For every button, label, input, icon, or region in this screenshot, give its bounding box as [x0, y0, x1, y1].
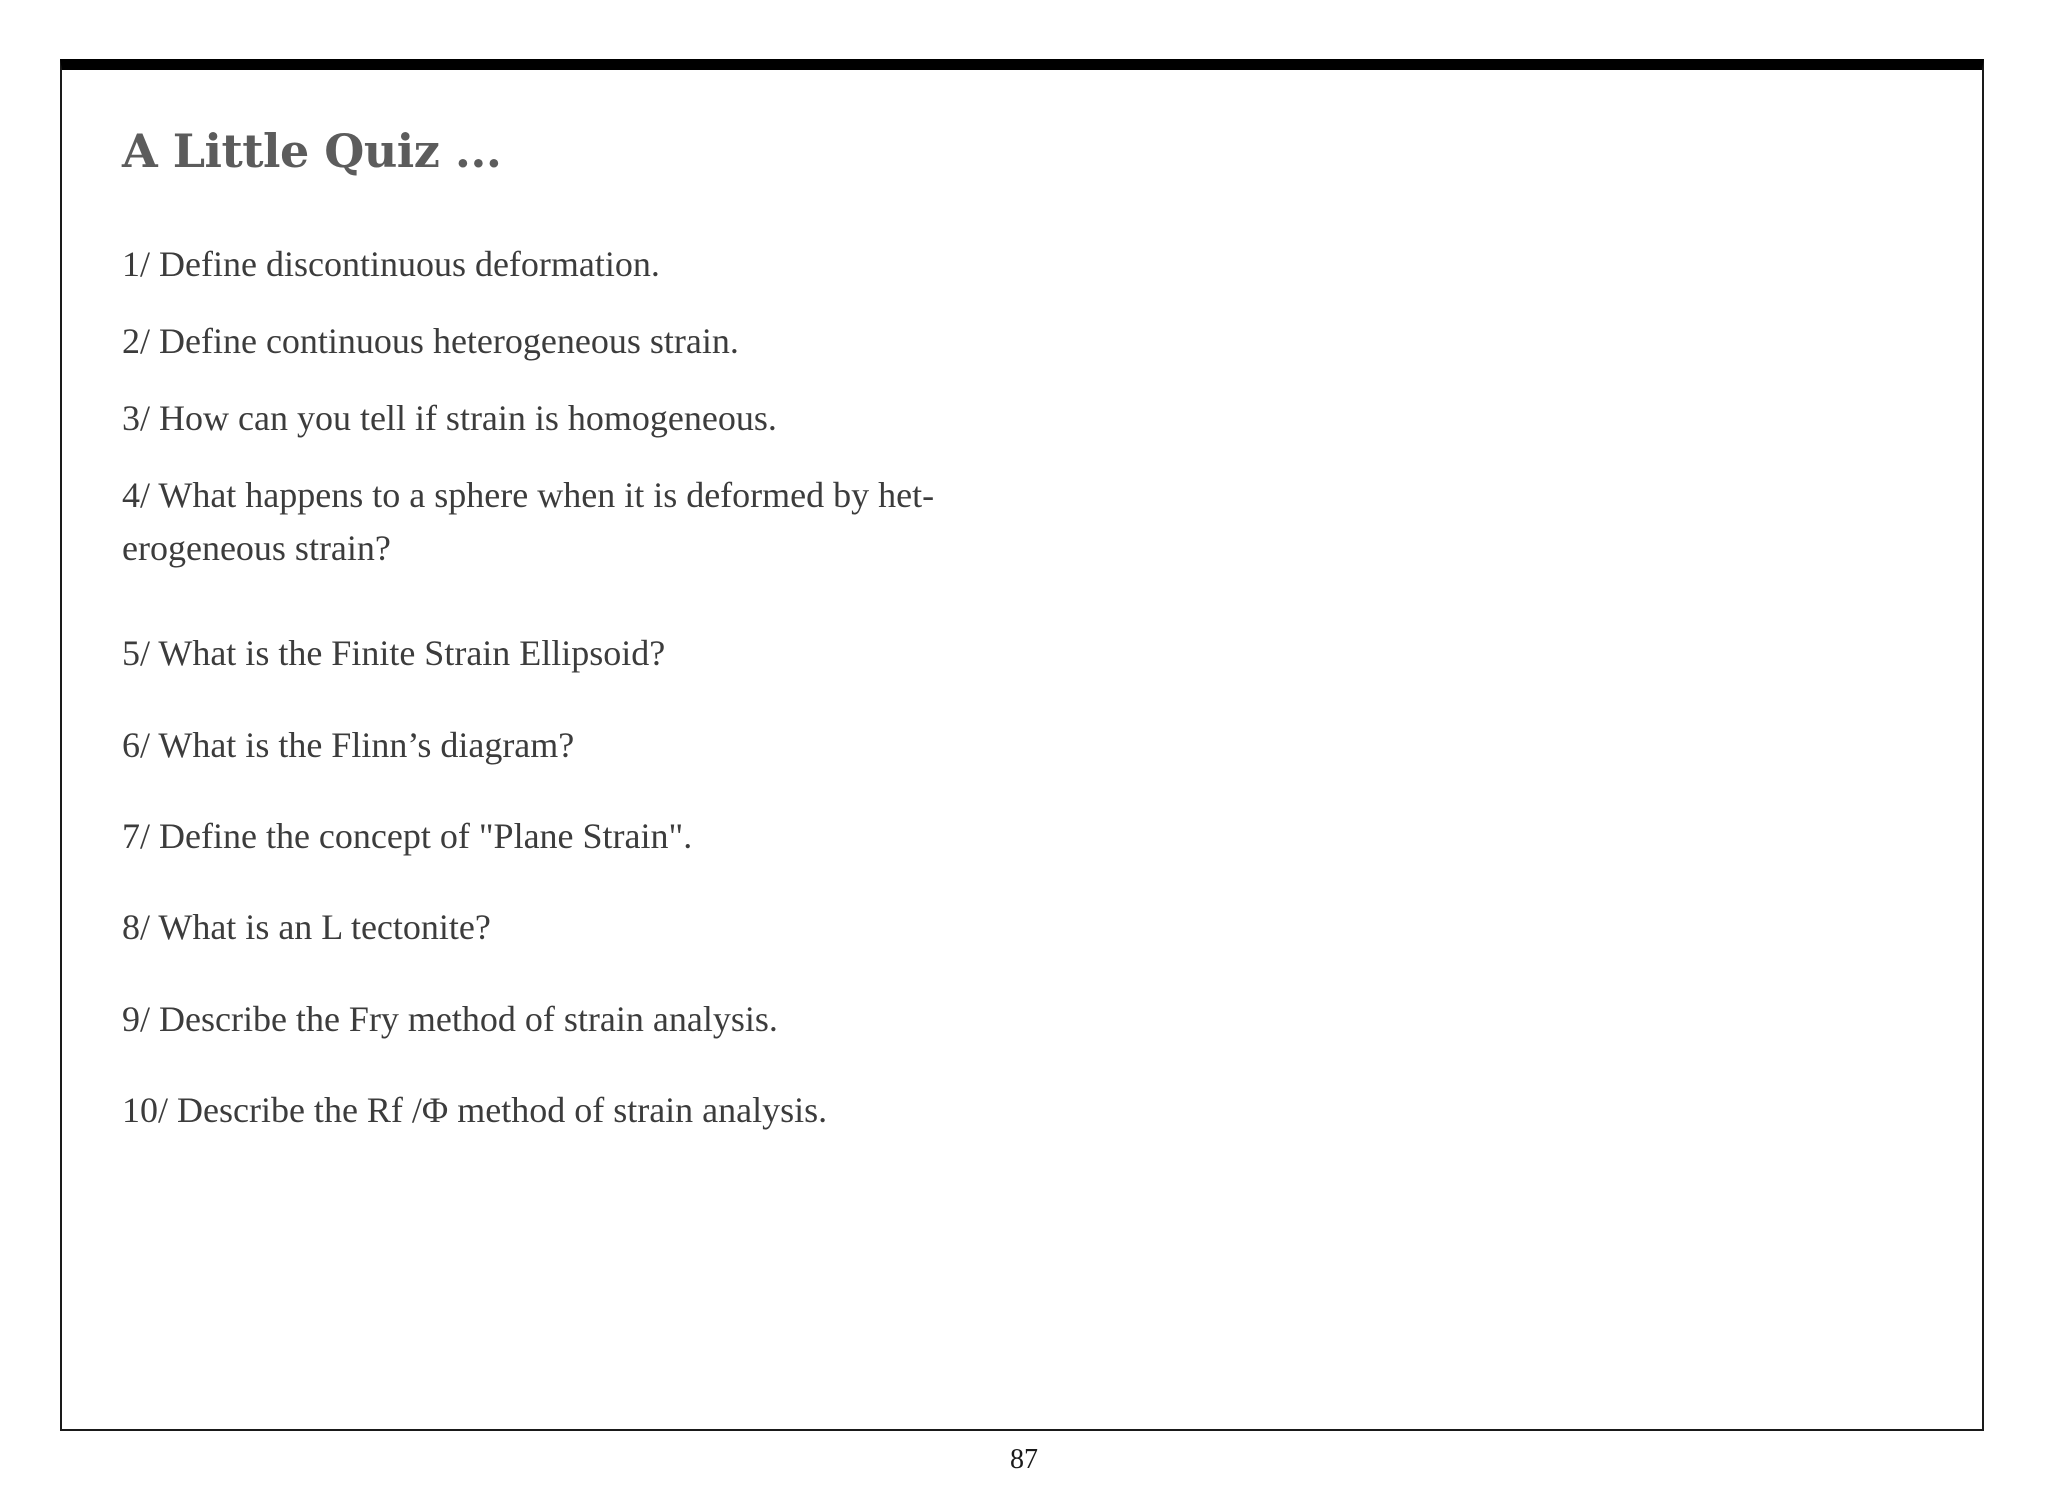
quiz-question-7: 7/ Define the concept of "Plane Strain".	[122, 816, 693, 856]
slide-frame	[60, 59, 1984, 1431]
quiz-question-2: 2/ Define continuous heterogeneous strain.	[122, 321, 739, 361]
page-number: 87	[1010, 1444, 1038, 1475]
quiz-question-5: 5/ What is the Finite Strain Ellipsoid?	[122, 633, 666, 673]
quiz-question-10: 10/ Describe the Rf /Φ method of strain analysis.	[122, 1090, 828, 1130]
quiz-question-8: 8/ What is an L tectonite?	[122, 907, 491, 947]
slide-title: A Little Quiz ...	[122, 124, 502, 178]
quiz-question-4	[122, 469, 1122, 575]
quiz-question-4-line-1: 4/ What happens to a sphere when it is deformed by het-	[122, 475, 935, 515]
quiz-question-9: 9/ Describe the Fry method of strain analysis.	[122, 999, 778, 1039]
quiz-question-4-line-2: erogeneous strain?	[122, 528, 391, 568]
quiz-question-6: 6/ What is the Flinn’s diagram?	[122, 725, 575, 765]
quiz-question-3: 3/ How can you tell if strain is homogeneous.	[122, 398, 777, 438]
quiz-question-1: 1/ Define discontinuous deformation.	[122, 244, 660, 284]
